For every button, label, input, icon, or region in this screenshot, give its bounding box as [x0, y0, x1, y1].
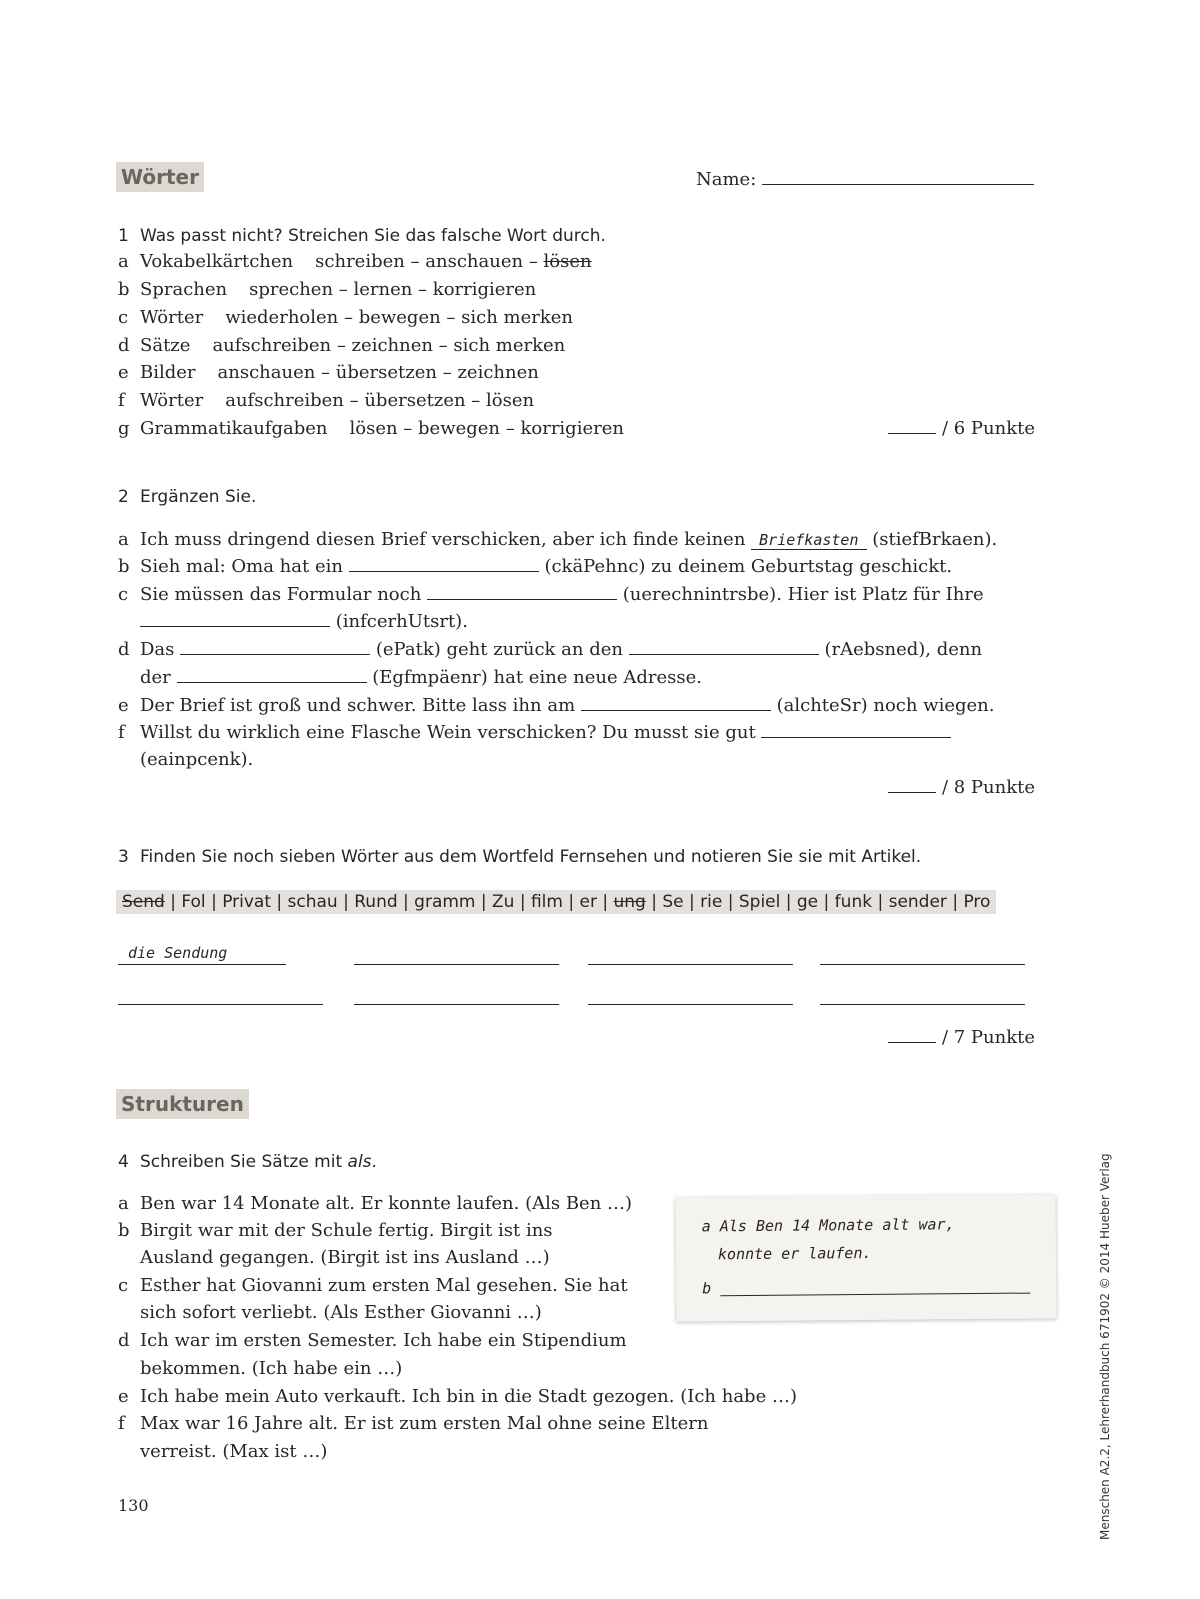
- task3-header: 3 Finden Sie noch sieben Wörter aus dem Wortfeld Fernsehen und notieren Sie sie mit Artikel.: [118, 847, 922, 867]
- answer-line[interactable]: [118, 982, 323, 1005]
- task4-item: c Esther hat Giovanni zum ersten Mal gesehen. Sie hat: [118, 1275, 628, 1296]
- task4-item: bekommen. (Ich habe ein …): [140, 1358, 403, 1379]
- task4-item: a Ben war 14 Monate alt. Er konnte laufen. (Als Ben …): [118, 1193, 633, 1214]
- task1-points[interactable]: / 6 Punkte: [888, 417, 1035, 439]
- task4-item: b Birgit war mit der Schule fertig. Birgit ist ins: [118, 1220, 553, 1241]
- blank-input[interactable]: [180, 638, 370, 655]
- name-field[interactable]: [696, 168, 1034, 192]
- answer-example: Briefkasten: [751, 531, 866, 550]
- task4-item: d Ich war im ersten Semester. Ich habe ein Stipendium: [118, 1330, 627, 1351]
- task2-item-c: c Sie müssen das Formular noch (uerechnintrsbe). Hier ist Platz für Ihre: [118, 584, 984, 605]
- task4-item: verreist. (Max ist …): [140, 1441, 328, 1462]
- task1-item: e Bilder anschauen – übersetzen – zeichnen: [118, 362, 539, 383]
- task1-item: c Wörter wiederholen – bewegen – sich merken: [118, 307, 574, 328]
- name-label: Name:: [696, 169, 757, 190]
- task2-header: 2 Ergänzen Sie.: [118, 487, 257, 507]
- answer-line[interactable]: [354, 942, 559, 965]
- task2-item-b: b Sieh mal: Oma hat ein (ckäPehnc) zu deinem Geburtstag geschickt.: [118, 556, 953, 577]
- task2-item-a: a Ich muss dringend diesen Brief verschicken, aber ich finde keinen Briefkasten (stiefBrkaen).: [118, 529, 998, 550]
- blank-input[interactable]: [761, 721, 951, 738]
- answer-line[interactable]: [354, 982, 559, 1005]
- task1-header: 1 Was passt nicht? Streichen Sie das falsche Wort durch.: [118, 226, 606, 246]
- blank-input[interactable]: [140, 610, 330, 627]
- blank-input[interactable]: [581, 694, 771, 711]
- task4-item: Ausland gegangen. (Birgit ist ins Ausland …): [140, 1247, 550, 1268]
- answer-line[interactable]: [588, 942, 793, 965]
- task1-item: d Sätze aufschreiben – zeichnen – sich merken: [118, 335, 566, 356]
- answer-note-paper: a Als Ben 14 Monate alt war, konnte er laufen. b: [675, 1194, 1056, 1321]
- answer-line[interactable]: [820, 982, 1025, 1005]
- blank-input[interactable]: [349, 555, 539, 572]
- task4-item: e Ich habe mein Auto verkauft. Ich bin in die Stadt gezogen. (Ich habe …): [118, 1386, 797, 1407]
- task1-item: b Sprachen sprechen – lernen – korrigieren: [118, 279, 537, 300]
- task4-item: f Max war 16 Jahre alt. Er ist zum ersten Mal ohne seine Eltern: [118, 1413, 709, 1434]
- section-title-words: Wörter: [116, 162, 204, 192]
- task1-item: f Wörter aufschreiben – übersetzen – lösen: [118, 390, 535, 411]
- task2-item-f-cont: (eainpcenk).: [140, 749, 254, 770]
- task2-item-d: d Das (ePatk) geht zurück an den (rAebsned), denn: [118, 639, 983, 660]
- task2-item-f: f Willst du wirklich eine Flasche Wein verschicken? Du musst sie gut: [118, 721, 951, 745]
- task2-item-c-cont: (infcerhUtsrt).: [118, 610, 468, 634]
- task2-points[interactable]: / 8 Punkte: [888, 776, 1035, 798]
- blank-input[interactable]: [427, 583, 617, 600]
- task3-points[interactable]: / 7 Punkte: [888, 1026, 1035, 1048]
- blank-input[interactable]: [629, 638, 819, 655]
- blank-input[interactable]: [177, 666, 367, 683]
- section-title-structures: Strukturen: [116, 1089, 249, 1119]
- task2-item-e: e Der Brief ist groß und schwer. Bitte lass ihn am (alchteSr) noch wiegen.: [118, 695, 995, 716]
- syllable-box: Send | Fol | Privat | schau | Rund | gramm | Zu | film | er | ung | Se | rie | Spiel | ge | funk | sender | Pro: [116, 890, 996, 914]
- answer-line[interactable]: [720, 1293, 1030, 1297]
- task2-item-d-cont: der (Egfmpäenr) hat eine neue Adresse.: [140, 667, 703, 688]
- copyright-text: Menschen A2.2, Lehrerhandbuch 671902 © 2014 Hueber Verlag: [1098, 1153, 1112, 1540]
- answer-line[interactable]: die Sendung: [118, 942, 286, 965]
- answer-line[interactable]: [820, 942, 1025, 965]
- answer-line[interactable]: [588, 982, 793, 1005]
- task4-item: sich sofort verliebt. (Als Esther Giovanni …): [140, 1302, 542, 1323]
- page-number: 130: [118, 1496, 149, 1515]
- task1-item: a Vokabelkärtchen schreiben – anschauen – lösen: [118, 251, 592, 272]
- task1-item: g Grammatikaufgaben lösen – bewegen – korrigieren: [118, 418, 624, 439]
- task4-header: 4 Schreiben Sie Sätze mit als.: [118, 1152, 377, 1172]
